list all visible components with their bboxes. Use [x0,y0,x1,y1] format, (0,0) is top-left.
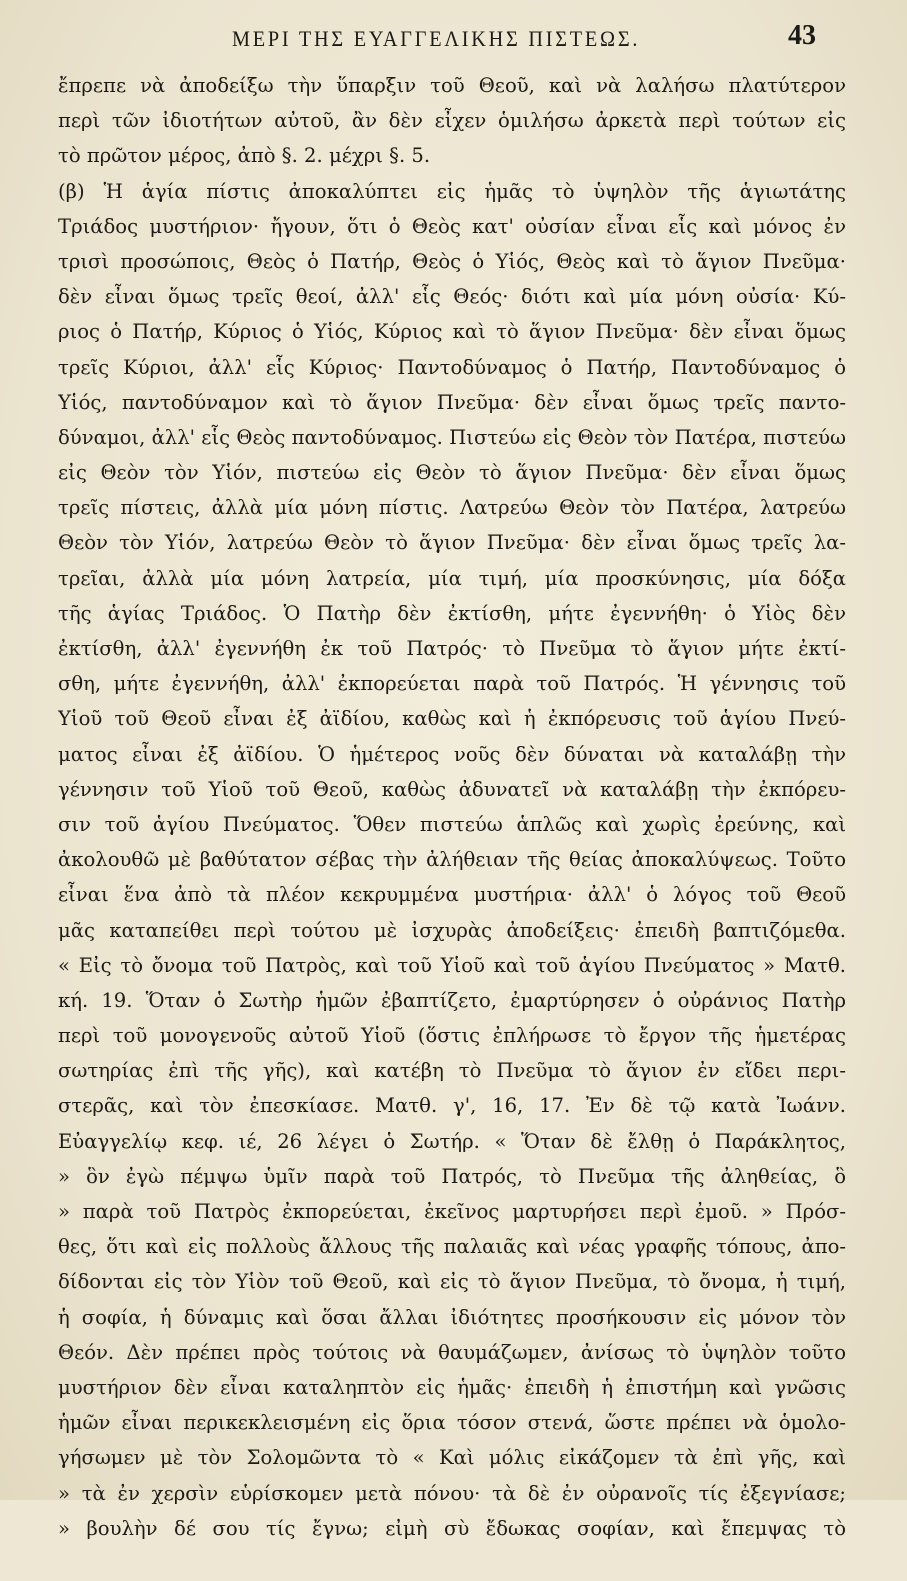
text-line: θες, ὅτι καὶ εἰς πολλοὺς ἄλλους τῆς παλαιᾶς καὶ νέας γραφῆς τόπους, ἀπο- [58,1235,846,1259]
text-line: ἀκολουθῶ μὲ βαθύτατον σέβας τὴν ἀλήθειαν τῆς θείας ἀποκαλύψεως. Τοῦτο [58,848,846,872]
text-line: ἡ σοφία, ἡ δύναμις καὶ ὅσαι ἄλλαι ἰδιότητες προσήκουσιν εἰς μόνον τὸν [58,1305,846,1329]
text-line: Υἱός, παντοδύναμον καὶ τὸ ἅγιον Πνεῦμα· δὲν εἶναι ὅμως τρεῖς παντο- [58,390,846,414]
running-title: ΜΕΡΙ ΤΗΣ ΕΥΑΓΓΕΛΙΚΗΣ ΠΙΣΤΕΩΣ. [232,26,641,51]
text-line: τὸ πρῶτον μέρος, ἀπὸ §. 2. μέχρι §. 5. [58,144,431,168]
text-line: σωτηρίας ἐπὶ τῆς γῆς), καὶ κατέβη τὸ Πνεῦμα τὸ ἅγιον ἐν εἴδει περι- [58,1059,846,1083]
text-line: στερᾶς, καὶ τὸν ἐπεσκίασε. Ματθ. γ', 16, 17. Ἐν δὲ τῷ κατὰ Ἰωάνν. [58,1094,846,1118]
text-line: Θεόν. Δὲν πρέπει πρὸς τούτοις νὰ θαυμάζωμεν, ἀνίσως τὸ ὑψηλὸν τοῦτο [58,1340,846,1364]
text-line: γέννησιν τοῦ Υἱοῦ τοῦ Θεοῦ, καθὼς ἀδυνατεῖ νὰ καταλάβῃ τὴν ἐκπόρευ- [58,777,846,801]
text-line: σιν τοῦ ἁγίου Πνεύματος. Ὅθεν πιστεύω ἁπλῶς καὶ χωρὶς ἐρεύνης, καὶ [58,812,846,836]
text-line: δίδονται εἰς τὸν Υἱὸν τοῦ Θεοῦ, καὶ εἰς τὸ ἅγιον Πνεῦμα, τὸ ὄνομα, ἡ τιμή, [58,1270,846,1294]
text-line: τρεῖαι, ἀλλὰ μία μόνη λατρεία, μία τιμή, μία προσκύνησις, μία δόξα [58,566,846,590]
text-line: Υἱοῦ τοῦ Θεοῦ εἶναι ἐξ ἀϊδίου, καθὼς καὶ ἡ ἐκπόρευσις τοῦ ἁγίου Πνεύ- [58,707,846,731]
text-line: » ὃν ἐγὼ πέμψω ὑμῖν παρὰ τοῦ Πατρός, τὸ Πνεῦμα τῆς ἀληθείας, ὃ [58,1164,846,1188]
running-header [0,18,907,58]
text-line: » βουλὴν δέ σου τίς ἔγνω; εἰμὴ σὺ ἔδωκας σοφίαν, καὶ ἔπεμψας τὸ [58,1516,846,1540]
text-line: εἶναι ἕνα ἀπὸ τὰ πλέον κεκρυμμένα μυστήρια· ἀλλ' ὁ λόγος τοῦ Θεοῦ [58,883,846,907]
text-line: τρισὶ προσώποις, Θεὸς ὁ Πατήρ, Θεὸς ὁ Υἱός, Θεὸς καὶ τὸ ἅγιον Πνεῦμα· [58,249,846,273]
text-line: (β) Ἡ ἁγία πίστις ἀποκαλύπτει εἰς ἡμᾶς τὸ ὑψηλὸν τῆς ἁγιωτάτης [58,179,846,203]
text-line: » τὰ ἐν χερσὶν εὑρίσκομεν μετὰ πόνου· τὰ δὲ ἐν οὐρανοῖς τίς ἐξεγνίασε; [58,1481,846,1505]
text-line: μυστήριον δὲν εἶναι καταληπτὸν εἰς ἡμᾶς· ἐπειδὴ ἡ ἐπιστήμη καὶ γνῶσις [58,1375,846,1399]
text-line: μᾶς καταπείθει περὶ τούτου μὲ ἰσχυρὰς ἀποδείξεις· ἐπειδὴ βαπτιζόμεθα. [58,918,846,942]
text-line: εἰς Θεὸν τὸν Υἱόν, πιστεύω εἰς Θεὸν τὸ ἅγιον Πνεῦμα· δὲν εἶναι ὅμως [58,461,846,485]
text-line: τῆς ἁγίας Τριάδος. Ὁ Πατὴρ δὲν ἐκτίσθη, μήτε ἐγεννήθη· ὁ Υἱὸς δὲν [58,601,846,625]
text-line: ἡμῶν εἶναι περικεκλεισμένη εἰς ὅρια τόσον στενά, ὥστε πρέπει νὰ ὁμολο- [58,1411,846,1435]
text-line: δὲν εἶναι ὅμως τρεῖς θεοί, ἀλλ' εἷς Θεός· διότι καὶ μία μόνη οὐσία· Κύ- [58,285,846,309]
text-line: » παρὰ τοῦ Πατρὸς ἐκπορεύεται, ἐκεῖνος μαρτυρήσει περὶ ἐμοῦ. » Πρόσ- [58,1200,846,1223]
text-line: ἔπρεπε νὰ ἀποδείξω τὴν ὕπαρξιν τοῦ Θεοῦ, καὶ νὰ λαλήσω πλατύτερον [58,74,846,97]
text-line: κή. 19. Ὅταν ὁ Σωτὴρ ἡμῶν ἐβαπτίζετο, ἐμαρτύρησεν ὁ οὐράνιος Πατὴρ [58,988,846,1012]
text-line: ματος εἶναι ἐξ ἀϊδίου. Ὁ ἡμέτερος νοῦς δὲν δύναται νὰ καταλάβῃ τὴν [58,742,846,766]
text-line: τρεῖς Κύριοι, ἀλλ' εἷς Κύριος· Παντοδύναμος ὁ Πατήρ, Παντοδύναμος ὁ [58,355,846,379]
body-text [58,68,846,1581]
text-line: τρεῖς πίστεις, ἀλλὰ μία μόνη πίστις. Λατρεύω Θεὸν τὸν Πατέρα, λατρεύω [58,496,846,520]
text-line: περὶ τοῦ μονογενοῦς αὐτοῦ Υἱοῦ (ὅστις ἐπλήρωσε τὸ ἔργον τῆς ἡμετέρας [58,1024,846,1048]
page-number: 43 [788,20,816,51]
text-line [58,1546,846,1581]
text-line: Θεὸν τὸν Υἱόν, λατρεύω Θεὸν τὸ ἅγιον Πνεῦμα· δὲν εἶναι ὅμως τρεῖς λα- [58,531,846,555]
text-line: δύναμοι, ἀλλ' εἷς Θεὸς παντοδύναμος. Πιστεύω εἰς Θεὸν τὸν Πατέρα, πιστεύω [58,425,846,449]
text-line: περὶ τῶν ἰδιοτήτων αὐτοῦ, ἂν δὲν εἶχεν ὁμιλήσω ἀρκετὰ περὶ τούτων εἰς [58,109,846,133]
text-line: ριος ὁ Πατήρ, Κύριος ὁ Υἱός, Κύριος καὶ τὸ ἅγιον Πνεῦμα· δὲν εἶναι ὅμως [58,320,846,344]
text-line: ἐκτίσθη, ἀλλ' ἐγεννήθη ἐκ τοῦ Πατρός· τὸ Πνεῦμα τὸ ἅγιον μήτε ἐκτί- [58,637,846,660]
text-line: σθη, μήτε ἐγεννήθη, ἀλλ' ἐκπορεύεται παρὰ τοῦ Πατρός. Ἡ γέννησις τοῦ [58,672,846,696]
text-line: Τριάδος μυστήριον· ἤγουν, ὅτι ὁ Θεὸς κατ' οὐσίαν εἶναι εἷς καὶ μόνος ἐν [58,214,846,238]
text-line: γήσωμεν μὲ τὸν Σολομῶντα τὸ « Καὶ μόλις εἰκάζομεν τὰ ἐπὶ γῆς, καὶ [58,1446,846,1470]
text-line: Εὐαγγελίῳ κεφ. ιέ, 26 λέγει ὁ Σωτήρ. « Ὅταν δὲ ἔλθῃ ὁ Παράκλητος, [58,1129,846,1153]
text-line: « Εἰς τὸ ὄνομα τοῦ Πατρὸς, καὶ τοῦ Υἱοῦ καὶ τοῦ ἁγίου Πνεύματος » Ματθ. [58,953,846,977]
